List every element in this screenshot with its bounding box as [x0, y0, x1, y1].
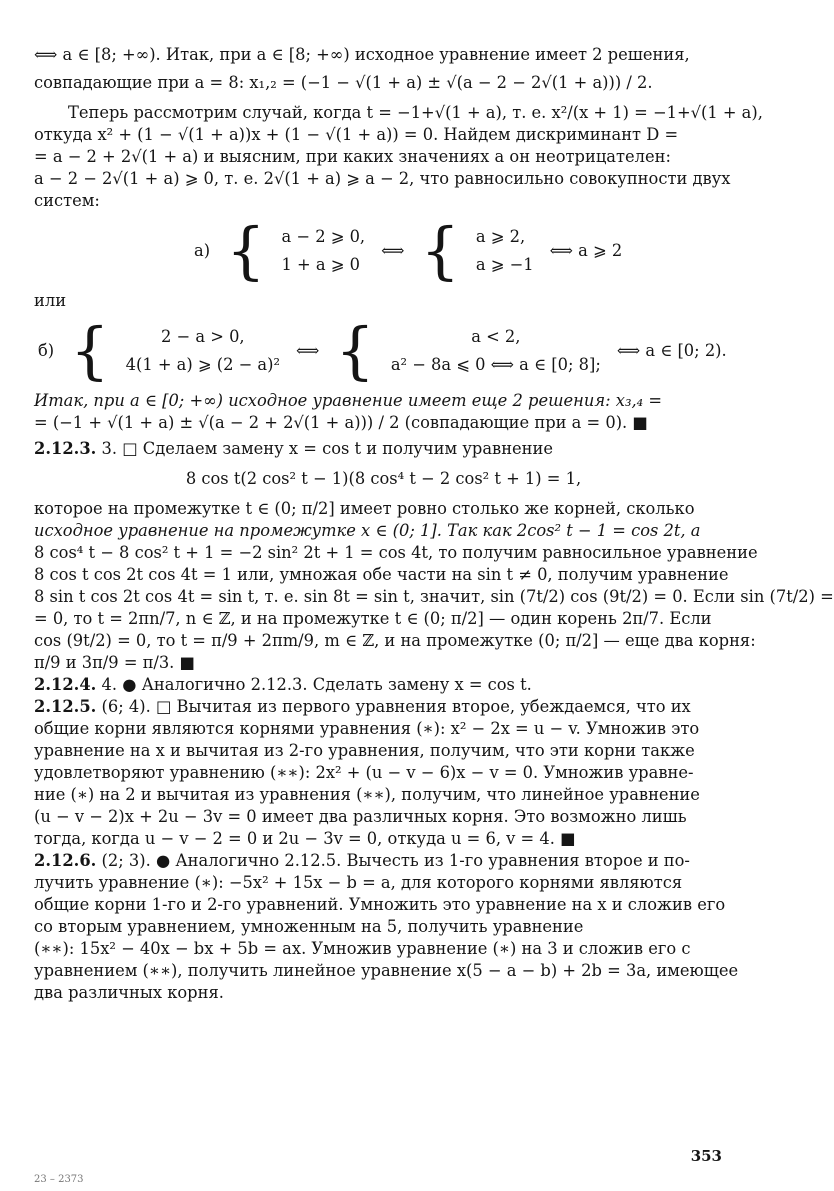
text-line: (u − v − 2)x + 2u − 3v = 0 имеет два различных корня. Это возможно лишь: [34, 807, 687, 826]
section-2-12-3: [34, 438, 733, 460]
text-line: исходное уравнение на промежутке x ∈ (0; 1]. Так как 2cos² t − 1 = cos 2t, а: [34, 521, 701, 540]
text-line: систем:: [34, 191, 100, 210]
section-number: 2.12.4.: [34, 675, 97, 694]
text-line: удовлетворяют уравнению (∗∗): 2x² + (u − v − 6)x − v = 0. Умножив уравне-: [34, 763, 694, 782]
section-number: 2.12.6.: [34, 851, 97, 870]
text-line: совпадающие при a = 8: x₁,₂ = (−1 − √(1 + a) ± √(a − 2 − 2√(1 + a))) / 2.: [34, 73, 653, 92]
text-line: 8 cos⁴ t − 8 cos² t + 1 = −2 sin² 2t + 1 = cos 4t, то получим равносильное уравнение: [34, 543, 758, 562]
page-number: 353: [690, 1147, 722, 1165]
section-2-12-4: [34, 674, 733, 696]
system-b: [34, 314, 733, 387]
text-line: = 0, то t = 2πn/7, n ∈ ℤ, и на промежутке t ∈ (0; π/2] — один корень 2π/7. Если: [34, 609, 712, 628]
footer-signature: 23 – 2373: [34, 1174, 84, 1185]
system-label: а): [194, 241, 211, 260]
text-line: ⟺ a ∈ [8; +∞). Итак, при a ∈ [8; +∞) исходное уравнение имеет 2 решения,: [34, 45, 690, 64]
system-eq: a ⩾ 2,: [475, 227, 526, 246]
section-number: 2.12.3.: [34, 439, 97, 458]
brace-icon: {: [420, 214, 460, 287]
section-text: (6; 4). □ Вычитая из первого уравнения второе, убеждаемся, что их: [101, 697, 691, 716]
section-text: 3. □ Сделаем замену x = cos t и получим уравнение: [101, 439, 554, 458]
text-line: 8 sin t cos 2t cos 4t = sin t, т. е. sin 8t = sin t, значит, sin (7t/2) cos (9t/2) = 0. Если sin (7t/2) =: [34, 587, 834, 606]
text-line: Теперь рассмотрим случай, когда t = −1+√(1 + a), т. е. x²/(x + 1) = −1+√(1 + a),: [68, 103, 763, 122]
section-number: 2.12.5.: [34, 697, 97, 716]
system-right: [391, 326, 601, 376]
section-text: 4. ● Аналогично 2.12.3. Сделать замену x = cos t.: [101, 675, 532, 694]
text-line: общие корни являются корнями уравнения (∗): x² − 2x = u − v. Умножив это: [34, 719, 700, 738]
equivalence-icon: ⟺: [296, 341, 320, 360]
system-eq: 1 + a ⩾ 0: [281, 255, 360, 274]
text-line: 8 cos t cos 2t cos 4t = 1 или, умножая обе части на sin t ≠ 0, получим уравнение: [34, 565, 729, 584]
section-2-12-5: [34, 696, 733, 718]
system-eq: a² − 8a ⩽ 0 ⟺ a ∈ [0; 8];: [390, 355, 601, 374]
text-line: общие корни 1-го и 2-го уравнений. Умножить это уравнение на x и сложив его: [34, 895, 726, 914]
display-equation: 8 cos t(2 cos² t − 1)(8 cos⁴ t − 2 cos² t + 1) = 1,: [185, 469, 582, 488]
text-line: два различных корня.: [34, 983, 224, 1002]
system-eq: 4(1 + a) ⩾ (2 − a)²: [125, 355, 281, 374]
text-line: (∗∗): 15x² − 40x − bx + 5b = ax. Умножив уравнение (∗) на 3 и сложив его с: [34, 939, 691, 958]
system-a: [34, 214, 733, 287]
section-text: (2; 3). ● Аналогично 2.12.5. Вычесть из 1-го уравнения второе и по-: [101, 851, 690, 870]
text-line: откуда x² + (1 − √(1 + a))x + (1 − √(1 + a)) = 0. Найдем дискриминант D =: [34, 125, 679, 144]
text-line: = (−1 + √(1 + a) ± √(a − 2 + 2√(1 + a))) / 2 (совпадающие при a = 0). ■: [34, 413, 648, 432]
brace-icon: {: [335, 314, 375, 387]
system-eq: a ⩾ −1: [475, 255, 534, 274]
text-line: a − 2 − 2√(1 + a) ⩾ 0, т. е. 2√(1 + a) ⩾ a − 2, что равносильно совокупности двух: [34, 169, 731, 188]
system-right: [476, 226, 534, 276]
text-line: уравнением (∗∗), получить линейное уравнение x(5 − a − b) + 2b = 3a, имеющее: [34, 961, 739, 980]
system-eq: a − 2 ⩾ 0,: [281, 227, 366, 246]
system-left: [126, 326, 280, 376]
text-line: Итак, при a ∈ [0; +∞) исходное уравнение имеет еще 2 решения: x₃,₄ =: [34, 391, 663, 410]
brace-icon: {: [70, 314, 110, 387]
text-line: или: [34, 291, 67, 310]
equivalence-icon: ⟺: [381, 241, 405, 260]
text-line: уравнение на x и вычитая из 2-го уравнения, получим, что эти корни также: [34, 741, 695, 760]
brace-icon: {: [226, 214, 266, 287]
text-line: со вторым уравнением, умноженным на 5, получить уравнение: [34, 917, 584, 936]
text-line: лучить уравнение (∗): −5x² + 15x − b = a, для которого корнями являются: [34, 873, 683, 892]
text-line: тогда, когда u − v − 2 = 0 и 2u − 3v = 0, откуда u = 6, v = 4. ■: [34, 829, 576, 848]
system-left: [282, 226, 366, 276]
text-line: ние (∗) на 2 и вычитая из уравнения (∗∗), получим, что линейное уравнение: [34, 785, 700, 804]
section-2-12-6: [34, 850, 733, 872]
system-eq: a < 2,: [471, 327, 521, 346]
system-result: ⟺ a ⩾ 2: [549, 241, 623, 260]
text-line: cos (9t/2) = 0, то t = π/9 + 2πm/9, m ∈ ℤ, и на промежутке (0; π/2] — еще два корня:: [34, 631, 756, 650]
system-label: б): [38, 341, 55, 360]
system-eq: 2 − a > 0,: [161, 327, 245, 346]
system-result: ⟺ a ∈ [0; 2).: [616, 341, 727, 360]
text-line: π/9 и 3π/9 = π/3. ■: [34, 653, 195, 672]
text-line: которое на промежутке t ∈ (0; π/2] имеет ровно столько же корней, сколько: [34, 499, 695, 518]
text-line: = a − 2 + 2√(1 + a) и выясним, при каких значениях a он неотрицателен:: [34, 147, 671, 166]
